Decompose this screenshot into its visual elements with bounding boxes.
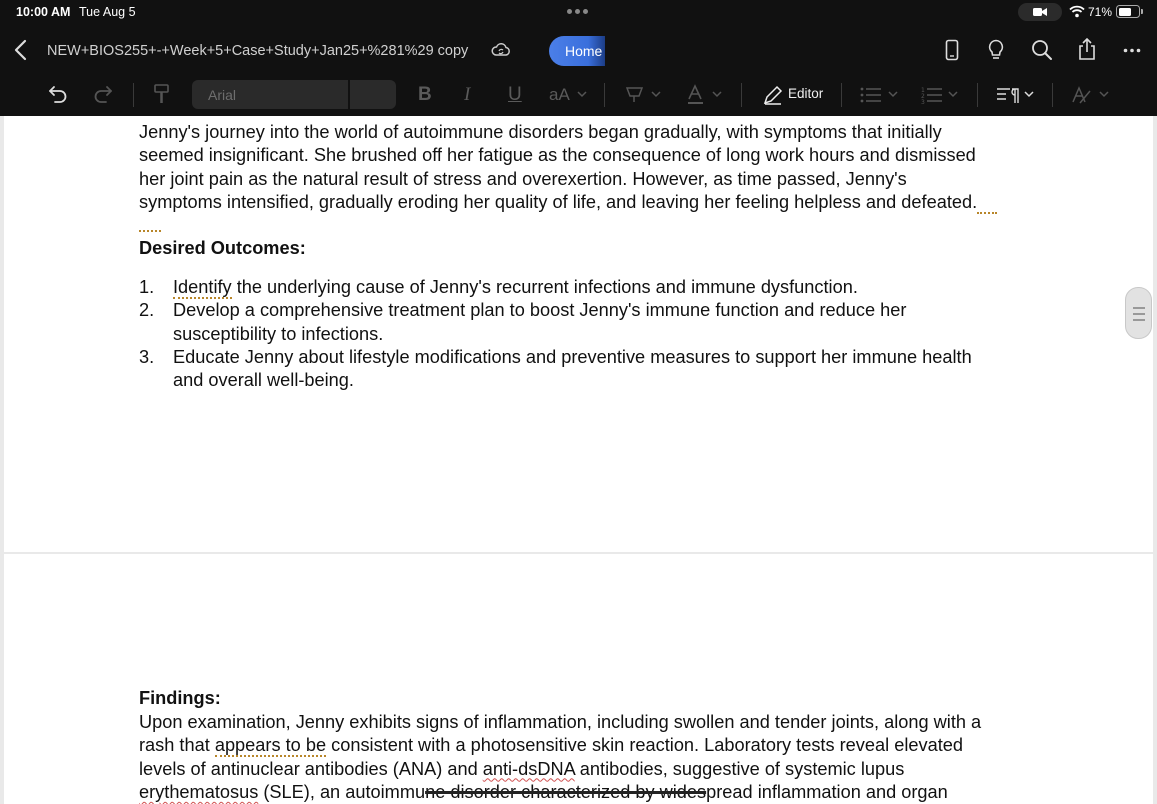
editor-button[interactable]: Editor	[788, 86, 824, 101]
findings-line	[139, 781, 1099, 804]
findings-text: rash that	[139, 735, 215, 756]
camera-indicator-icon	[1018, 3, 1062, 21]
strikethrough-text: ne disorder characterized by wides	[425, 781, 707, 802]
intro-line-last	[139, 191, 1039, 214]
findings-line	[139, 734, 1099, 757]
findings-text: levels of antinuclear antibodies (ANA) and	[139, 758, 483, 779]
paragraph-format-icon[interactable]	[996, 86, 1036, 104]
battery-icon	[1116, 5, 1140, 18]
editor-pen-icon[interactable]	[762, 84, 784, 106]
toolbar-separator	[604, 83, 605, 107]
list-number: 2.	[139, 300, 155, 321]
list-text: the underlying cause of Jenny's recurrent infections and immune dysfunction.	[231, 277, 858, 297]
highlight-icon[interactable]	[624, 85, 664, 105]
list-text: Educate Jenny about lifestyle modifications and preventive measures to support her immune health	[173, 346, 972, 367]
svg-text:3: 3	[921, 99, 925, 104]
document-page[interactable]	[4, 116, 1153, 552]
list-text: susceptibility to infections.	[173, 323, 384, 344]
findings-line: Upon examination, Jenny exhibits signs of inflammation, including swollen and tender joints, along with a	[139, 712, 982, 732]
toolbar-separator	[133, 83, 134, 107]
font-size-button[interactable]: aA	[549, 85, 570, 104]
search-icon[interactable]	[1031, 39, 1053, 61]
svg-text:1: 1	[921, 87, 925, 94]
list-number: 1.	[139, 277, 155, 297]
wifi-icon	[1069, 5, 1085, 18]
italic-button[interactable]: I	[464, 84, 471, 105]
intro-paragraph[interactable]	[139, 121, 1039, 214]
findings-heading: Findings:	[139, 688, 221, 708]
more-options-icon[interactable]	[1123, 48, 1141, 53]
scroll-handle[interactable]	[1125, 287, 1152, 339]
multitasking-dots-icon[interactable]	[567, 9, 588, 14]
grammar-suggestion-marker[interactable]	[977, 192, 997, 214]
underline-button[interactable]: U	[508, 84, 522, 105]
findings-text: pread inflammation and organ	[706, 781, 948, 802]
intro-line: seemed insignificant. She brushed off her fatigue as the consequence of long work hours and dismissed	[139, 145, 976, 166]
list-text: and overall well-being.	[173, 370, 354, 391]
document-title[interactable]: NEW+BIOS255+-+Week+5+Case+Study+Jan25+%281%29 copy	[47, 43, 469, 59]
toolbar-separator	[977, 83, 978, 107]
status-bar	[0, 0, 1157, 24]
svg-text:2: 2	[921, 93, 925, 100]
grammar-suggestion-marker[interactable]	[139, 230, 161, 232]
status-date: Tue Aug 5	[79, 5, 136, 19]
grammar-suggestion[interactable]: appears to be	[214, 735, 327, 756]
font-color-icon[interactable]	[686, 84, 726, 106]
spelling-suggestion[interactable]: erythematosus	[139, 781, 259, 802]
list-first-word[interactable]: Identify	[173, 277, 232, 297]
bullet-list-icon[interactable]	[860, 87, 900, 103]
font-name-value: Arial	[208, 87, 237, 103]
redo-icon[interactable]	[92, 83, 114, 105]
toolbar-separator	[1052, 83, 1053, 107]
lightbulb-icon[interactable]	[987, 39, 1005, 61]
list-text: Develop a comprehensive treatment plan to boost Jenny's immune function and reduce her	[173, 300, 907, 321]
toolbar-separator	[741, 83, 742, 107]
chevron-down-icon[interactable]	[577, 91, 587, 98]
intro-line: symptoms intensified, gradually eroding her quality of life, and leaving her feeling helpless and defeated.	[139, 191, 978, 212]
battery-percentage: 71%	[1088, 5, 1113, 19]
findings-text: consistent with a photosensitive skin reaction. Laboratory tests reveal elevated	[326, 735, 963, 756]
document-canvas[interactable]	[0, 116, 1157, 804]
share-icon[interactable]	[1077, 37, 1097, 61]
outcomes-list[interactable]	[139, 276, 1039, 392]
status-time: 10:00 AM	[16, 5, 71, 19]
list-item	[139, 299, 1039, 346]
font-name-field[interactable]	[192, 80, 348, 109]
title-bar	[0, 24, 1157, 74]
document-page[interactable]	[4, 554, 1153, 804]
numbered-list-icon[interactable]	[921, 86, 961, 104]
bold-button[interactable]: B	[418, 84, 432, 105]
font-size-field[interactable]	[350, 80, 396, 109]
spelling-suggestion[interactable]: anti-dsDNA	[482, 758, 575, 779]
back-chevron-icon[interactable]	[10, 38, 32, 62]
findings-text: (SLE), an autoimmu	[258, 781, 426, 802]
list-item	[139, 346, 1039, 393]
desired-outcomes-heading: Desired Outcomes:	[139, 238, 306, 258]
tab-home[interactable]	[549, 36, 605, 66]
cloud-sync-icon[interactable]	[491, 41, 511, 59]
intro-line: Jenny's journey into the world of autoimmune disorders began gradually, with symptoms that initially	[139, 122, 942, 142]
device-mode-icon[interactable]	[945, 39, 959, 61]
toolbar-separator	[841, 83, 842, 107]
list-number: 3.	[139, 346, 155, 367]
list-item	[139, 276, 1039, 299]
tab-home-label: Home	[565, 43, 603, 59]
intro-line: her joint pain as the natural result of stress and overexertion. However, as time passed, Jenny's	[139, 168, 907, 189]
findings-text: antibodies, suggestive of systemic lupus	[574, 758, 905, 779]
undo-icon[interactable]	[47, 83, 69, 105]
findings-line	[139, 758, 1099, 781]
styles-icon[interactable]	[1071, 85, 1111, 105]
format-painter-icon[interactable]	[152, 83, 172, 105]
findings-paragraph[interactable]	[139, 711, 1099, 804]
formatting-toolbar	[0, 74, 1157, 116]
